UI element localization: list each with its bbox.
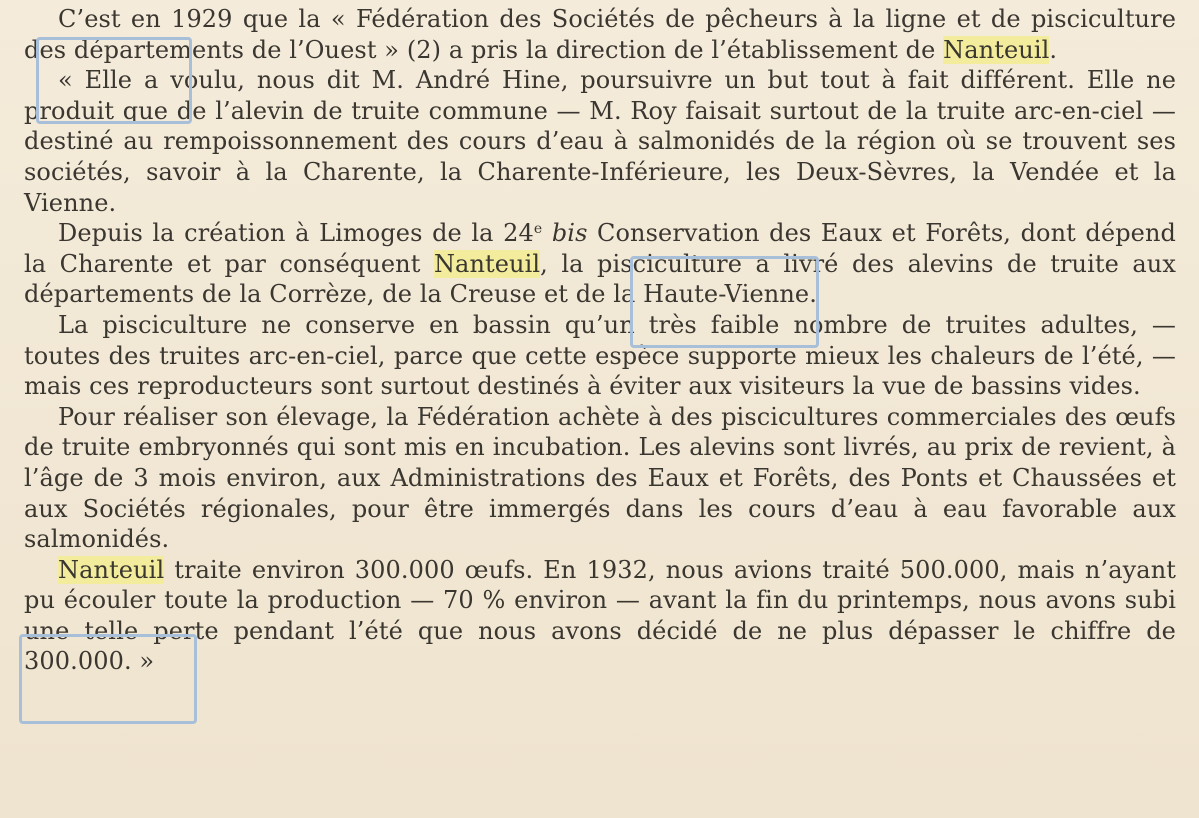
italic-text: bis xyxy=(551,219,588,248)
paragraph xyxy=(24,218,1176,310)
paragraph xyxy=(24,310,1176,402)
superscript: e xyxy=(533,221,543,238)
text-segment: « Elle a voulu, nous dit M. André Hine, poursuivre un but tout à fait différent. Elle ne produit que de l’alevin de truite commune — M. Roy faisait surtout de la truite arc-en-ciel — destiné au rempoissonnement des cours d’eau à salmonidés de la région où se trouvent ses sociétés, savoir à la Charente, la Charente-Inférieure, les Deux-Sèvres, la Vendée et la Vienne. xyxy=(24,66,1176,217)
paragraph xyxy=(24,402,1176,555)
paragraph xyxy=(24,555,1176,677)
paragraph xyxy=(24,65,1176,218)
text-segment: Depuis la création à Limoges de la 24 xyxy=(58,219,534,248)
text-segment: traite environ 300.000 œufs. En 1932, nous avions traité 500.000, mais n’ayant pu écouler toute la production — 70 % environ — avant la fin du printemps, nous avons subi une telle perte pendant l’été que nous avons décidé de ne plus dépasser le chiffre de 300.000. » xyxy=(24,555,1176,676)
text-segment xyxy=(542,219,552,247)
highlighted-term: Nanteuil xyxy=(943,35,1050,64)
text-segment: . xyxy=(1049,35,1058,64)
highlighted-term: Nanteuil xyxy=(58,555,165,584)
document-text xyxy=(24,4,1176,677)
paragraph xyxy=(24,4,1176,65)
text-segment: Pour réaliser son élevage, la Fédération achète à des piscicultures commerciales des œufs de truite embryonnés qui sont mis en incubation. Les alevins sont livrés, au prix de revient, à l’âge de 3 mois environ, aux Administrations des Eaux et Forêts, des Ponts et Chaussées et aux Sociétés régionales, pour être immergés dans les cours d’eau à eau favorable aux salmonidés. xyxy=(24,402,1176,554)
text-segment: Conservation des Eaux et Forêts, dont dépend la Charente et par conséquent xyxy=(24,219,1176,278)
text-segment: , la pisciculture a livré des alevins de truite aux départements de la Corrèze, de la Creuse et de la Haute-Vienne. xyxy=(24,249,1176,309)
text-segment: La pisciculture ne conserve en bassin qu’un très faible nombre de truites adultes, — toutes des truites arc-en-ciel, parce que cette espèce supporte mieux les chaleurs de l’été, — mais ces reproducteurs sont surtout destinés à éviter aux visiteurs la vue de bassins vides. xyxy=(24,310,1176,401)
text-segment: C’est en 1929 que la « Fédération des Sociétés de pêcheurs à la ligne et de pisciculture des départements de l’Ouest » (2) a pris la direction de l’établissement de xyxy=(24,5,1176,64)
highlighted-term: Nanteuil xyxy=(433,249,541,278)
